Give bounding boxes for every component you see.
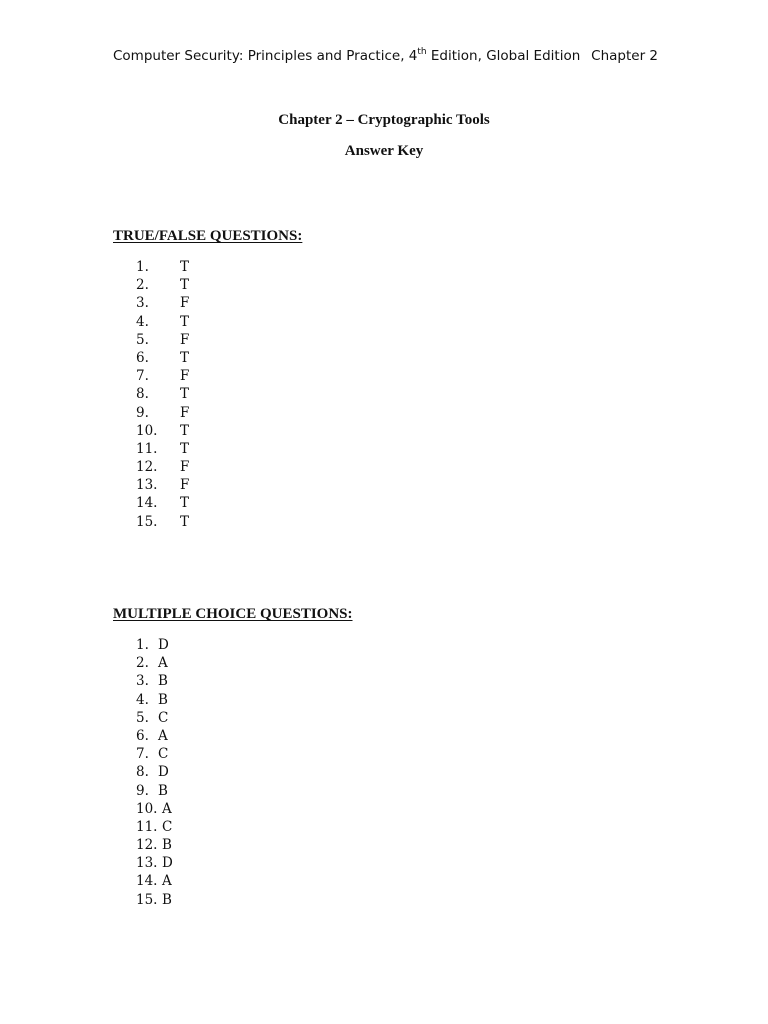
answer-value: B [162, 891, 172, 908]
answer-value: D [158, 637, 169, 653]
question-number: 3. [136, 295, 149, 312]
question-number: 11. [136, 440, 158, 457]
question-number: 5. [136, 709, 149, 726]
answer-value: F [180, 295, 190, 312]
answer-value: A [162, 800, 172, 817]
answer-value: F [180, 331, 190, 348]
answer-value: F [180, 459, 190, 476]
answer-value: T [180, 313, 190, 330]
question-number: 9. [136, 404, 149, 421]
question-number: 12. [136, 459, 158, 476]
answer-value: F [180, 404, 190, 421]
page-title: Chapter 2 – Cryptographic Tools [278, 112, 490, 128]
page-subtitle: Answer Key [344, 143, 424, 159]
answer-value: A [158, 727, 168, 744]
question-number: 4. [136, 313, 149, 330]
answer-value: B [158, 691, 168, 708]
answer-value: T [180, 277, 190, 294]
edition-text: Edition, Global Edition [426, 48, 581, 64]
question-number: 8. [136, 764, 149, 781]
question-number: 2. [136, 655, 149, 672]
question-number: 9. [136, 782, 149, 799]
answer-value: T [180, 386, 190, 403]
question-number: 13. [136, 477, 158, 494]
question-number: 10. [136, 422, 158, 439]
question-number: 2. [136, 277, 149, 294]
book-title [113, 46, 580, 66]
edition-superscript: th [417, 47, 427, 57]
question-number: 1. [136, 259, 149, 275]
answer-value: F [180, 477, 190, 494]
question-number: 5. [136, 331, 149, 348]
question-number: 15. [136, 891, 158, 908]
multiple-choice-heading: MULTIPLE CHOICE QUESTIONS: [113, 606, 353, 622]
question-number: 13. [136, 855, 158, 872]
question-number: 1. [136, 637, 149, 653]
answer-value: T [180, 513, 190, 530]
answer-value: D [162, 855, 173, 872]
question-number: 7. [136, 746, 149, 763]
question-number: 11. [136, 818, 158, 835]
answer-value: F [180, 368, 190, 385]
answer-value: C [158, 709, 169, 726]
true-false-heading: TRUE/FALSE QUESTIONS: [113, 228, 303, 244]
question-number: 15. [136, 513, 158, 530]
question-number: 6. [136, 727, 149, 744]
answer-value: T [180, 422, 190, 439]
question-number: 4. [136, 691, 149, 708]
question-number: 10. [136, 800, 158, 817]
answer-value: T [180, 495, 190, 512]
answer-value: T [180, 259, 190, 275]
question-number: 3. [136, 673, 149, 690]
chapter-label: Chapter 2 [591, 48, 658, 64]
answer-value: B [158, 782, 168, 799]
answer-value: C [162, 818, 173, 835]
question-number: 14. [136, 873, 158, 890]
answer-value: B [162, 837, 172, 854]
question-number: 12. [136, 837, 158, 854]
question-number: 6. [136, 349, 149, 366]
answer-value: A [158, 655, 168, 672]
answer-value: C [158, 746, 169, 763]
answer-value: D [158, 764, 169, 781]
answer-value: T [180, 440, 190, 457]
answer-value: B [158, 673, 168, 690]
question-number: 7. [136, 368, 149, 385]
question-number: 14. [136, 495, 158, 512]
question-number: 8. [136, 386, 149, 403]
answer-value: T [180, 349, 190, 366]
book-title-text: Computer Security: Principles and Practice, 4 [113, 48, 418, 64]
answer-value: A [162, 873, 172, 890]
